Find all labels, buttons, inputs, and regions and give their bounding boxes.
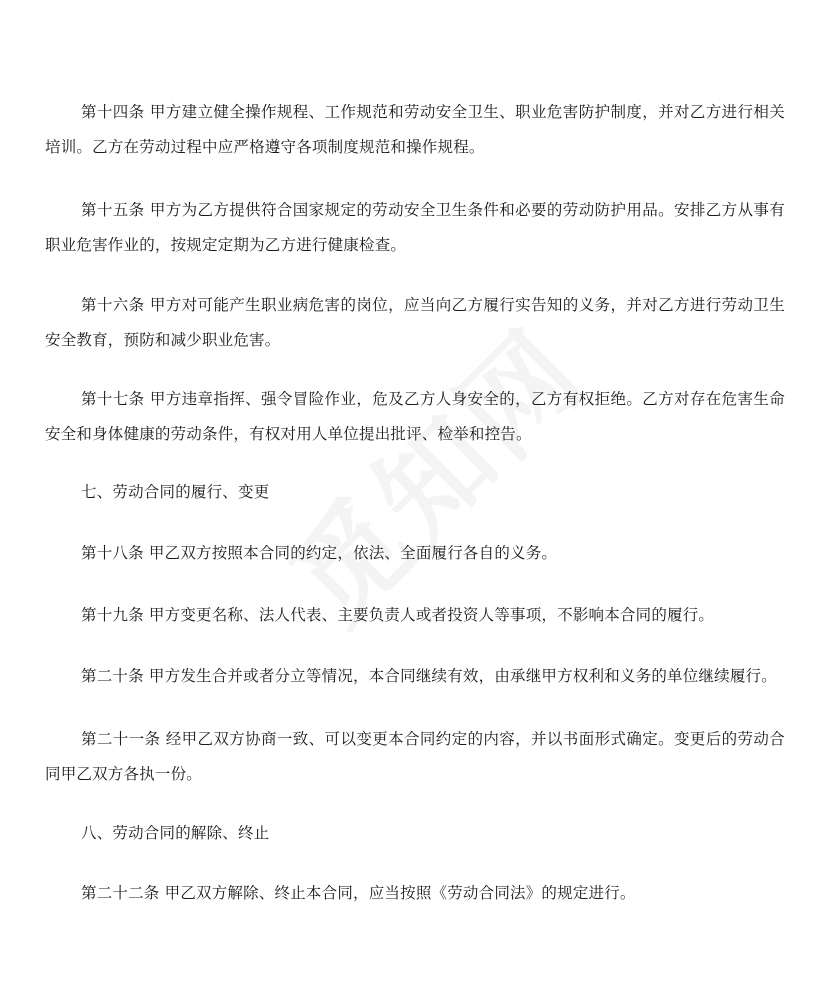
section-heading-8: 八、劳动合同的解除、终止 [81,824,270,842]
clause-18: 第十八条 甲乙双方按照本合同的约定，依法、全面履行各自的义务。 [81,544,558,562]
clause-17: 第十七条 甲方违章指挥、强令冒险作业，危及乙方人身安全的，乙方有权拒绝。乙方对存在危害生命安全和身体健康的劳动条件，有权对用人单位提出批评、检举和控告。 [45,390,785,443]
clause-16: 第十六条 甲方对可能产生职业病危害的岗位，应当向乙方履行实告知的义务，并对乙方进行劳动卫生安全教育，预防和减少职业危害。 [45,296,785,349]
clause-14: 第十四条 甲方建立健全操作规程、工作规范和劳动安全卫生、职业危害防护制度，并对乙方进行相关培训。乙方在劳动过程中应严格遵守各项制度规范和操作规程。 [45,103,785,156]
clause-22: 第二十二条 甲乙双方解除、终止本合同，应当按照《劳动合同法》的规定进行。 [81,884,636,902]
clause-20: 第二十条 甲方发生合并或者分立等情况，本合同继续有效，由承继甲方权利和义务的单位继续履行。 [81,667,777,685]
section-heading-7: 七、劳动合同的履行、变更 [81,483,270,501]
clause-19: 第十九条 甲方变更名称、法人代表、主要负责人或者投资人等事项，不影响本合同的履行。 [81,606,715,624]
clause-15: 第十五条 甲方为乙方提供符合国家规定的劳动安全卫生条件和必要的劳动防护用品。安排乙方从事有职业危害作业的，按规定定期为乙方进行健康检查。 [45,201,785,254]
clause-21: 第二十一条 经甲乙双方协商一致、可以变更本合同约定的内容，并以书面形式确定。变更后的劳动合同甲乙双方各执一份。 [45,730,785,783]
